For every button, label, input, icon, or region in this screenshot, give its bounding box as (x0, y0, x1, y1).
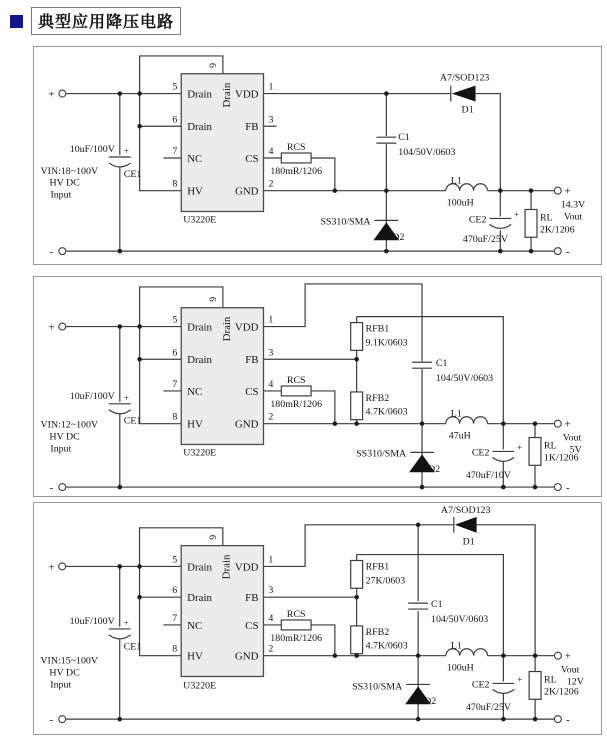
resistor-rcs (281, 620, 311, 630)
pin6-name: Drain (187, 354, 212, 367)
vout-line2: 12V (566, 676, 584, 688)
pin2-number: 2 (268, 411, 274, 423)
pin6-number: 6 (172, 114, 178, 126)
d1-part-label: A7/SOD123 (440, 504, 491, 516)
c1-value-label: 104/50V/0603 (435, 373, 494, 385)
rfb1-ref-label: RFB1 (365, 323, 390, 335)
output-minus-label: - (566, 714, 570, 727)
rcs-ref-label: RCS (286, 142, 306, 154)
pin7-name: NC (187, 385, 203, 398)
resistor-rl (525, 210, 537, 238)
junction-dots (118, 88, 534, 253)
chip-part-number: U3220E (183, 447, 217, 459)
pin4-name: CS (245, 385, 259, 398)
l1-ref-label: L1 (450, 640, 462, 652)
pin7-number: 7 (172, 612, 178, 624)
resistor-rl (529, 672, 541, 700)
pin8-number: 8 (172, 411, 178, 423)
vin-line2: HV DC (49, 431, 80, 443)
section-bullet-square (10, 15, 23, 28)
section-title-text: 典型应用降压电路 (38, 14, 175, 31)
chip-part-number: U3220E (183, 680, 217, 692)
c1-ref-label: C1 (398, 132, 410, 144)
pin4-name: CS (245, 619, 259, 632)
pin8-number: 8 (172, 643, 178, 655)
d2-ref-label: D2 (392, 232, 405, 244)
ce2-ref-label: CE2 (468, 214, 487, 226)
vin-line3: Input (50, 679, 72, 691)
c1-ref-label: C1 (431, 599, 443, 611)
resistor-rfb2 (351, 392, 363, 420)
pin5-name: Drain (187, 88, 212, 101)
pin7-number: 7 (172, 378, 178, 390)
pin5-number: 5 (172, 81, 178, 93)
ce1-polarity-mark: + (123, 392, 129, 403)
pin3-name: FB (245, 121, 259, 134)
output-neg-terminal (554, 484, 561, 491)
l1-ref-label: L1 (450, 175, 462, 187)
l1-value-label: 100uH (446, 197, 474, 209)
c1-value-label: 104/50V/0603 (431, 613, 489, 625)
rfb2-value-label: 4.7K/0603 (365, 406, 408, 418)
capacitor-c1 (412, 362, 432, 368)
output-pos-terminal (554, 187, 561, 194)
buck-schematic-14v (33, 46, 602, 265)
input-pos-terminal (59, 563, 66, 570)
pin9-number: 9 (207, 534, 219, 540)
d2-part-label: SS310/SMA (320, 216, 371, 228)
rl-ref-label: RL (539, 212, 553, 224)
pin9-name: Drain (220, 316, 233, 342)
rfb1-value-label: 9.1K/0603 (365, 337, 408, 349)
vin-line1: VIN:18~100V (40, 165, 99, 177)
ce2-polarity-mark: + (514, 209, 520, 220)
input-minus-label: - (49, 246, 54, 259)
pin4-number: 4 (268, 378, 274, 390)
c1-value-label: 104/50V/0603 (398, 147, 456, 159)
pin5-number: 5 (172, 314, 178, 326)
pin4-number: 4 (268, 612, 274, 624)
d2-part-label: SS310/SMA (352, 681, 403, 693)
ce1-polarity-mark: + (123, 617, 129, 628)
pin7-name: NC (187, 619, 203, 632)
capacitor-c1 (408, 603, 428, 609)
ce1-value-label: 10uF/100V (69, 615, 115, 627)
d1-part-label: A7/SOD123 (439, 72, 490, 84)
rfb1-value-label: 27K/0603 (365, 575, 406, 587)
pin1-name: VDD (234, 88, 259, 101)
rcs-value-label: 180mR/1206 (270, 398, 323, 410)
rfb2-ref-label: RFB2 (365, 626, 390, 638)
resistor-rfb1 (351, 561, 363, 589)
pin1-name: VDD (234, 561, 259, 574)
output-neg-terminal (554, 248, 561, 255)
input-minus-label: - (49, 482, 54, 495)
input-minus-label: - (49, 714, 54, 727)
pin9-name: Drain (220, 554, 233, 580)
rfb2-ref-label: RFB2 (365, 392, 390, 404)
output-plus-label: + (564, 185, 571, 198)
pin2-name: GND (234, 418, 259, 431)
rcs-ref-label: RCS (286, 375, 306, 387)
pin8-name: HV (187, 650, 203, 663)
section-title-box (31, 7, 181, 35)
pin9-number: 9 (207, 62, 219, 68)
vin-line1: VIN:12~100V (40, 419, 99, 431)
pin9-number: 9 (207, 296, 219, 302)
rl-value-label: 2K/1206 (539, 224, 575, 236)
pin5-number: 5 (172, 554, 178, 566)
d1-ref-label: D1 (462, 536, 475, 548)
vout-line2: Vout (563, 211, 583, 223)
input-neg-terminal (59, 484, 66, 491)
ce2-value-label: 470uF/25V (462, 234, 508, 246)
pin8-name: HV (187, 418, 203, 431)
resistor-rcs (281, 153, 311, 163)
ce1-ref-label: CE1 (123, 415, 142, 427)
c1-ref-label: C1 (435, 358, 448, 370)
capacitor-ce2 (489, 218, 511, 228)
pin5-name: Drain (187, 561, 212, 574)
vin-line3: Input (50, 443, 72, 455)
section-title (10, 7, 181, 35)
ce2-ref-label: CE2 (471, 679, 490, 691)
ce2-value-label: 470uF/10V (465, 470, 511, 482)
resistor-rfb1 (351, 323, 363, 351)
pin4-name: CS (245, 152, 259, 165)
input-neg-terminal (59, 716, 66, 723)
chip-part-number: U3220E (183, 214, 217, 226)
input-plus-label: + (48, 561, 55, 574)
ce1-value-label: 10uF/100V (69, 390, 115, 402)
capacitor-ce1 (109, 629, 131, 639)
output-plus-label: + (564, 418, 571, 431)
diode-d1 (455, 517, 477, 533)
output-minus-label: - (565, 246, 570, 259)
ce1-polarity-mark: + (123, 146, 129, 157)
d2-ref-label: D2 (427, 464, 441, 476)
pin5-name: Drain (187, 321, 212, 334)
ce1-value-label: 10uF/100V (69, 144, 115, 156)
ce2-polarity-mark: + (517, 442, 523, 453)
resistor-rl (529, 438, 541, 466)
rcs-value-label: 180mR/1206 (270, 165, 323, 177)
buck-schematic-12v (33, 502, 602, 735)
pin1-number: 1 (268, 314, 274, 326)
vout-line1: Vout (560, 664, 580, 676)
vin-line3: Input (50, 189, 72, 201)
rcs-value-label: 180mR/1206 (270, 632, 323, 644)
d2-part-label: SS310/SMA (356, 448, 407, 460)
pin7-number: 7 (172, 146, 178, 158)
pin1-number: 1 (268, 554, 274, 566)
vout-line1: 14.3V (560, 199, 586, 211)
ce2-value-label: 470uF/25V (465, 702, 512, 714)
input-plus-label: + (48, 321, 55, 334)
pin3-name: FB (245, 354, 259, 367)
pin1-name: VDD (234, 321, 259, 334)
rcs-ref-label: RCS (286, 609, 306, 621)
capacitor-c1 (376, 137, 396, 143)
input-pos-terminal (59, 323, 66, 330)
pin3-number: 3 (268, 585, 274, 597)
resistor-rfb2 (351, 626, 363, 654)
output-plus-label: + (564, 650, 571, 663)
resistor-rcs (281, 386, 311, 396)
pin7-name: NC (187, 152, 203, 165)
rl-value-label: 2K/1206 (544, 686, 579, 698)
pin6-name: Drain (187, 592, 212, 605)
diode-d1 (452, 86, 476, 102)
output-minus-label: - (565, 482, 570, 495)
ce2-polarity-mark: + (517, 674, 523, 685)
rfb1-ref-label: RFB1 (365, 561, 390, 573)
ce1-ref-label: CE1 (123, 641, 142, 653)
rl-ref-label: RL (543, 440, 557, 452)
vin-line1: VIN:15~100V (40, 655, 99, 667)
vin-line2: HV DC (49, 667, 80, 679)
pin3-number: 3 (268, 114, 274, 126)
output-pos-terminal (554, 652, 561, 659)
pin3-number: 3 (268, 347, 274, 359)
pin1-number: 1 (268, 81, 274, 93)
pin6-number: 6 (172, 347, 178, 359)
capacitor-ce2 (492, 683, 514, 693)
pin4-number: 4 (268, 146, 274, 158)
input-pos-terminal (59, 90, 66, 97)
capacitor-ce2 (492, 451, 514, 461)
junction-dots (118, 321, 538, 489)
pin3-name: FB (245, 592, 259, 605)
pin2-number: 2 (268, 178, 274, 190)
pin2-name: GND (234, 185, 259, 198)
capacitor-ce1 (109, 404, 131, 414)
pin6-number: 6 (172, 585, 178, 597)
pin9-name: Drain (220, 82, 233, 108)
vout-line2: 5V (569, 444, 582, 456)
rfb2-value-label: 4.7K/0603 (365, 640, 408, 652)
ce1-ref-label: CE1 (123, 168, 142, 180)
output-neg-terminal (554, 716, 561, 723)
input-neg-terminal (59, 248, 66, 255)
input-plus-label: + (48, 88, 55, 101)
capacitor-ce1 (109, 157, 131, 167)
l1-value-label: 100uH (446, 662, 474, 674)
pin8-name: HV (187, 185, 203, 198)
pin8-number: 8 (172, 178, 178, 190)
l1-value-label: 47uH (448, 430, 471, 442)
vout-line1: Vout (562, 432, 582, 444)
pin2-number: 2 (268, 643, 274, 655)
rl-ref-label: RL (544, 674, 557, 686)
d1-ref-label: D1 (461, 104, 474, 116)
pin6-name: Drain (187, 121, 212, 134)
vin-line2: HV DC (49, 177, 80, 189)
buck-schematic-5v (33, 276, 602, 497)
d2-ref-label: D2 (424, 696, 437, 708)
l1-ref-label: L1 (450, 408, 462, 420)
output-pos-terminal (554, 420, 561, 427)
pin2-name: GND (234, 650, 259, 663)
ce2-ref-label: CE2 (471, 447, 490, 459)
rl-value-label: 1K/1206 (543, 452, 579, 464)
